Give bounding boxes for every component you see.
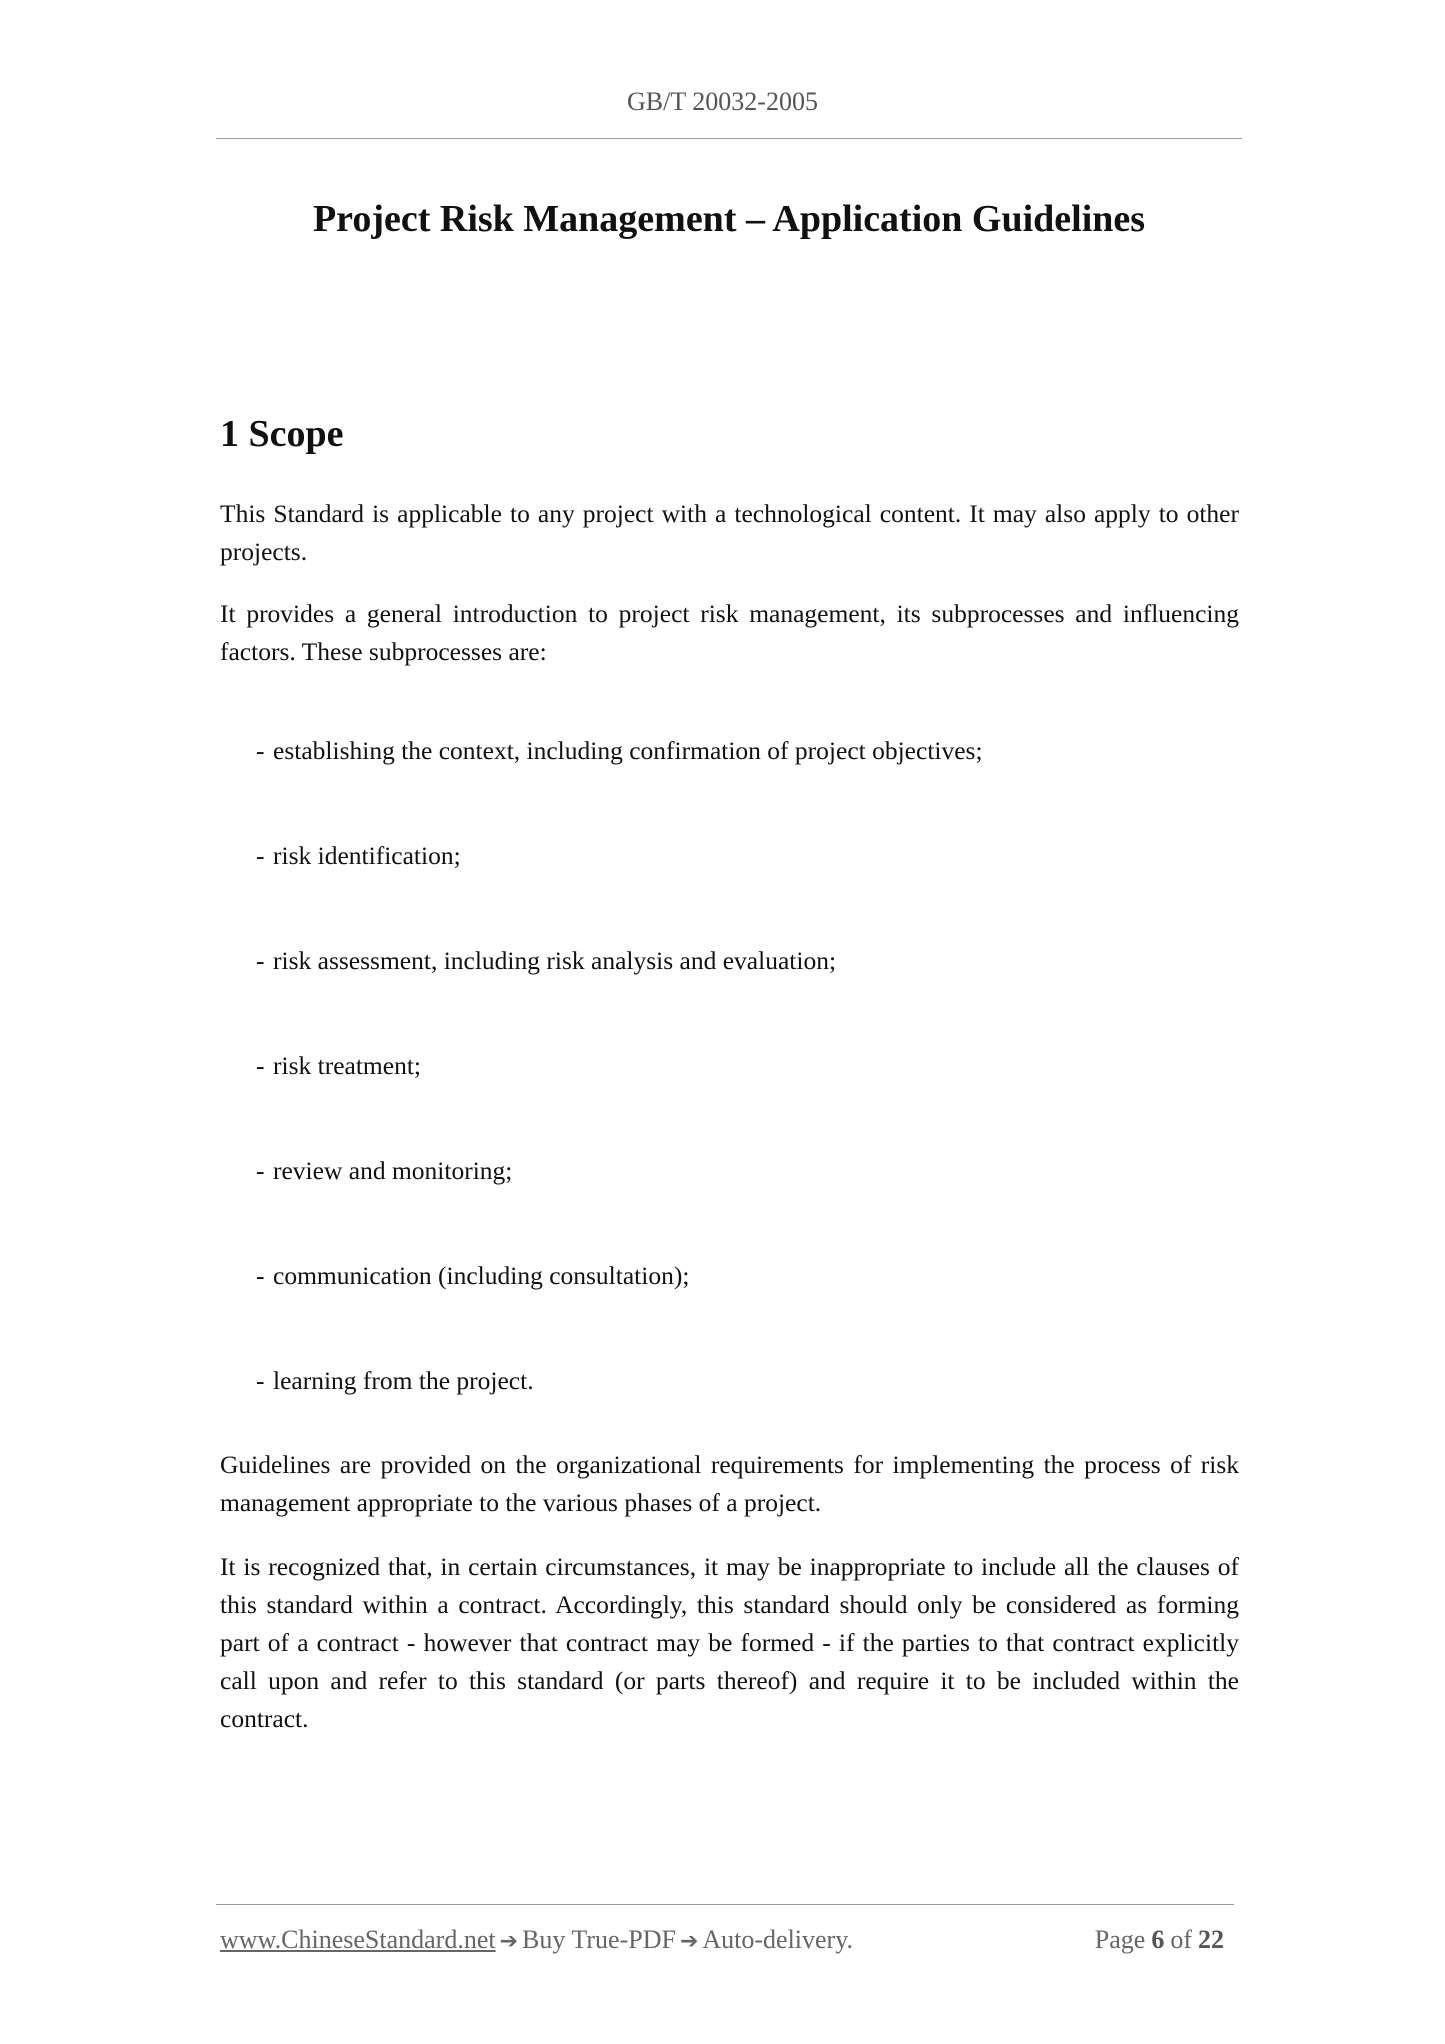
list-item-text: risk identification; [273, 841, 461, 870]
list-item-text: learning from the project. [273, 1366, 534, 1395]
page-of-label: of [1170, 1925, 1192, 1954]
bullet-marker: - [256, 1051, 265, 1080]
list-item-text: risk treatment; [273, 1051, 421, 1080]
list-item-text: establishing the context, including confirmation of project objectives; [273, 736, 983, 765]
list-item-text: communication (including consultation); [273, 1261, 690, 1290]
list-item [256, 837, 461, 875]
list-item-text: review and monitoring; [273, 1156, 513, 1185]
site-link[interactable]: www.ChineseStandard.net [220, 1925, 496, 1954]
section-heading: 1 Scope [220, 413, 344, 455]
scope-paragraph-4: It is recognized that, in certain circumstances, it may be inappropriate to include all the clauses of this standard within a contract. Accordingly, this standard should only be considered as forming part of a contract - however that contract may be formed - if the parties to that contract explicitly call upon and refer to this standard (or parts thereof) and require it to be included within the contract. [220, 1552, 1239, 1733]
bullet-marker: - [256, 841, 265, 870]
scope-paragraph-3: Guidelines are provided on the organizational requirements for implementing the process of risk management appropriate to the various phases of a project. [220, 1450, 1239, 1517]
bullet-marker: - [256, 1261, 265, 1290]
bullet-marker: - [256, 1366, 265, 1395]
scope-paragraph-1: This Standard is applicable to any project with a technological content. It may also apply to other projects. [220, 499, 1239, 566]
document-title: Project Risk Management – Application Guidelines [312, 198, 1146, 240]
bullet-marker: - [256, 1156, 265, 1185]
footer-promo [220, 1924, 853, 1955]
bullet-marker: - [256, 736, 265, 765]
list-item [256, 1362, 534, 1400]
delivery-text: Auto-delivery. [702, 1925, 854, 1954]
page-total: 22 [1198, 1925, 1224, 1954]
list-item [256, 1047, 421, 1085]
scope-paragraph-2: It provides a general introduction to project risk management, its subprocesses and influencing factors. These subprocesses are: [220, 599, 1239, 666]
footer-divider [216, 1904, 1234, 1905]
list-item [256, 732, 983, 770]
right-arrow-icon: ➔ [499, 1929, 519, 1954]
list-item [256, 1152, 512, 1190]
list-item-text: risk assessment, including risk analysis and evaluation; [273, 946, 837, 975]
header-standard-code: GB/T 20032-2005 [627, 87, 818, 116]
page-label: Page [1094, 1925, 1146, 1954]
header-divider [216, 138, 1242, 139]
list-item [256, 1257, 689, 1295]
bullet-marker: - [256, 946, 265, 975]
buy-text: Buy True-PDF [522, 1925, 676, 1954]
page-indicator [1095, 1924, 1230, 1955]
right-arrow-icon: ➔ [679, 1929, 699, 1954]
page-current: 6 [1151, 1925, 1165, 1954]
list-item [256, 942, 836, 980]
